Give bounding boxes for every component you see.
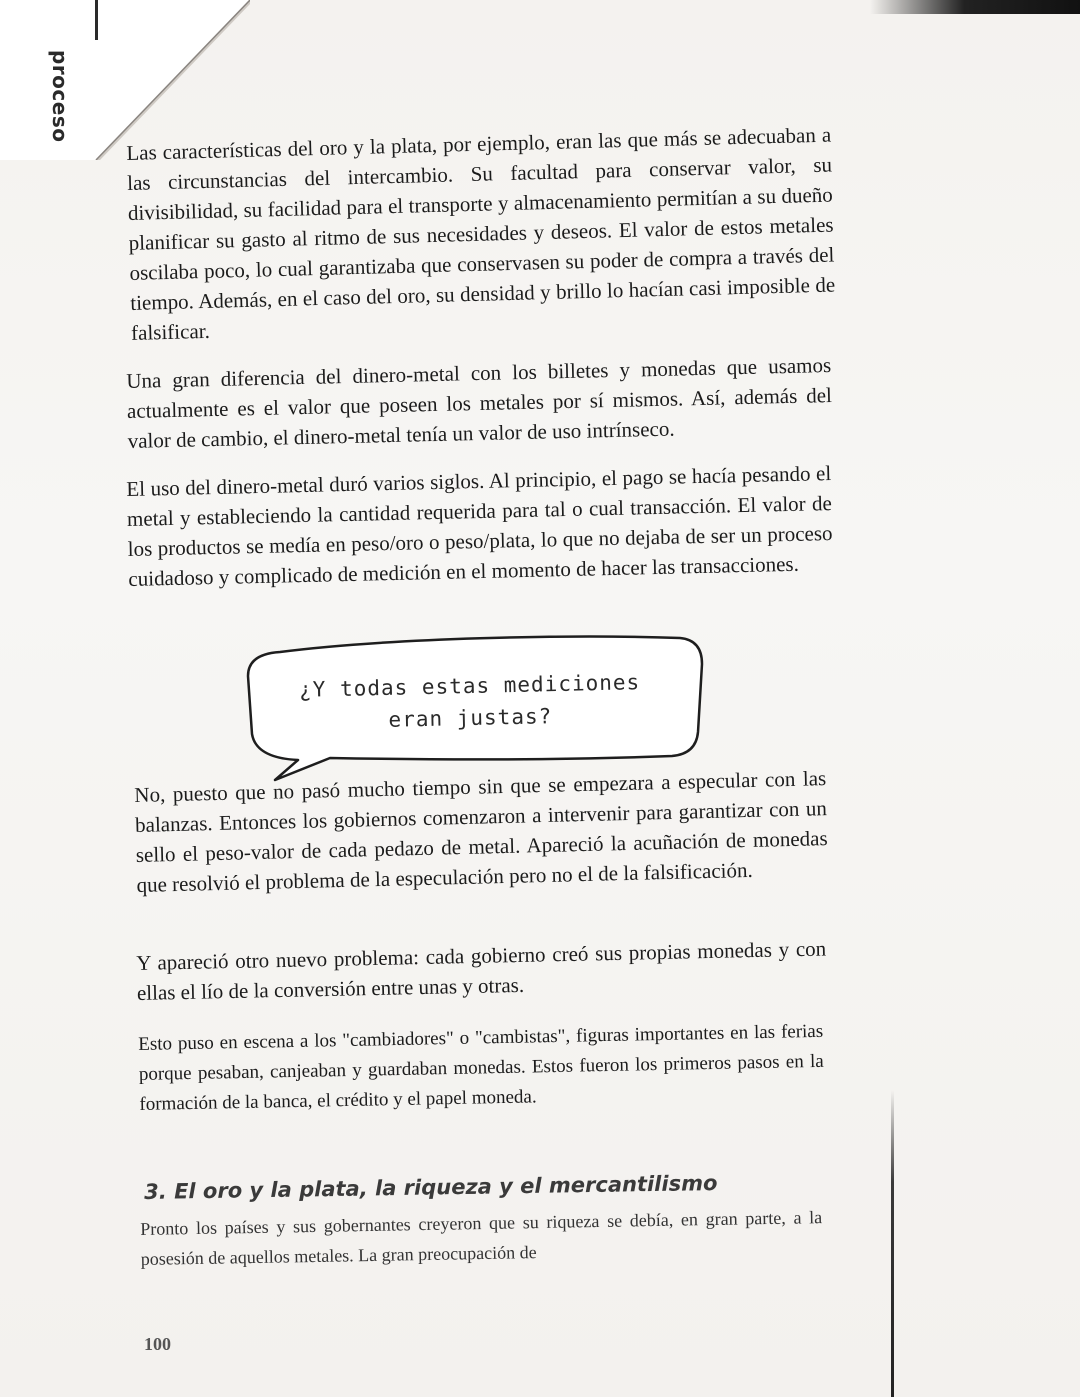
paragraph-5: Y apareció otro nuevo problema: cada gobierno creó sus propias monedas y con ellas el lío de la conversión entre unas y otras. — [136, 936, 827, 1005]
paragraph-6: Esto puso en escena a los "cambiadores" o "cambistas", figuras importantes en las ferias porque pesaban, canjeaban y guardaban monedas. Estos fueron los primeros pasos en la formación de la banca, el crédito y el papel moneda. — [138, 1020, 824, 1115]
section-heading: 3. El oro y la plata, la riqueza y el mercantilismo — [144, 1170, 718, 1204]
page-edge-shadow-right — [891, 1090, 894, 1397]
paragraph-1: Las características del oro y la plata, por ejemplo, eran las que más se adecuaban a las circunstancias del intercambio. Su facultad para conservar valor, su divisibilidad, su facilidad para el transporte y almacenamiento permitían a su dueño planificar su gasto al ritmo de sus necesidades y deseos. El valor de estos metales oscilaba poco, lo cual garantizaba que conservasen su poder de compra a través del tiempo. Además, en el caso del oro, su densidad y brillo lo hacían casi imposible de falsificar. — [126, 122, 836, 345]
page-number: 100 — [144, 1334, 171, 1354]
speech-bubble-line-2: eran justas? — [388, 704, 553, 732]
speech-bubble-line-1: ¿Y todas estas mediciones — [298, 670, 641, 702]
speech-bubble-text — [259, 665, 680, 739]
paragraph-3: El uso del dinero-metal duró varios siglos. Al principio, el pago se hacía pesando el metal y estableciendo la cantidad requerida para tal o cual transacción. El valor de los productos se medía en peso/oro o peso/plata, lo que no dejaba de ser un proceso cuidadoso y complicado de medición en el momento de hacer las transacciones. — [126, 461, 833, 591]
running-head-rule — [95, 0, 98, 40]
paragraph-2: Una gran diferencia del dinero-metal con los billetes y monedas que usamos actualmente es el valor que poseen los metales por sí mismos. Así, además del valor de cambio, el dinero-metal tenía un valor de uso intrínseco. — [126, 353, 833, 453]
running-head: proceso — [48, 50, 72, 143]
paragraph-4: No, puesto que no pasó mucho tiempo sin que se empezara a especular con las balanzas. Entonces los gobiernos comenzaron a intervenir para garantizar con un sello el peso-valor de cada pedazo de metal. Apareció la acuñación de monedas que resolvió el problema de la especulación pero no el de la falsificación. — [134, 766, 828, 897]
page-edge-shadow-top — [870, 0, 1080, 14]
paragraph-7: Pronto los países y sus gobernantes creyeron que su riqueza se debía, en gran parte, a la posesión de aquellos metales. La gran preocupación de — [140, 1207, 823, 1269]
